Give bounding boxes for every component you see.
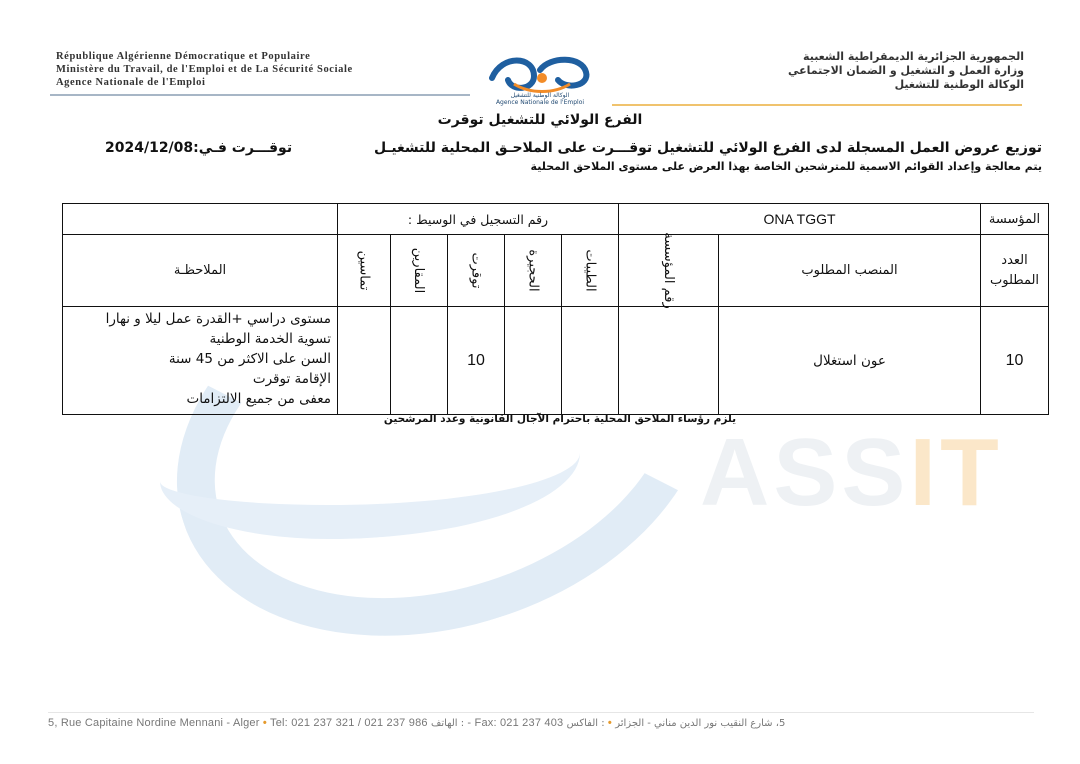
footer-bullet-icon: •	[262, 717, 267, 729]
col-megarine: المقارين	[391, 235, 448, 307]
cell-required-count: 10	[981, 307, 1049, 415]
header-ar-line-2: وزارة العمل و التشغيل و الضمان الاجتماعي	[788, 64, 1024, 77]
cell-position: عون استغلال	[719, 307, 981, 415]
note-line: الإقامة توقرت	[252, 371, 331, 387]
cell-touggourt: 10	[448, 307, 505, 415]
table-row	[63, 307, 1049, 415]
note-line: السن على الاكثر من 45 سنة	[168, 351, 331, 367]
establishment-label: المؤسسة	[981, 204, 1049, 235]
footer-fax: - Fax: 021 237 403	[467, 717, 564, 729]
note-line: مستوى دراسي +القدرة عمل ليلا و نهارا	[105, 311, 331, 327]
footer-divider	[48, 712, 1034, 713]
header-ar-line-1: الجمهورية الجزائرية الديمقراطية الشعبية	[803, 50, 1024, 63]
col-touggourt: توقرت	[448, 235, 505, 307]
footer	[48, 717, 1034, 729]
header-divider-right	[612, 104, 1022, 106]
col-establishment-no: رقم المؤسسة	[619, 235, 719, 307]
table-header-row	[63, 235, 1049, 307]
col-taibat: الطيبات	[562, 235, 619, 307]
note-line: معفى من جميع الالتزامات	[186, 391, 331, 407]
note-line: تسوية الخدمة الوطنية	[209, 331, 331, 347]
cell-establishment-no	[619, 307, 719, 415]
col-temacine: تماسين	[338, 235, 391, 307]
cell-notes	[63, 307, 338, 415]
footer-bullet-icon: •	[607, 717, 612, 729]
footer-fax-ar: : الفاكس	[566, 718, 605, 729]
table-establishment-row	[63, 204, 1049, 235]
empty-cell	[63, 204, 338, 235]
header-divider-left	[50, 94, 470, 96]
distribution-date: توقـــرت فـي:2024/12/08	[105, 140, 293, 156]
col-required-count: العدد المطلوب	[981, 235, 1049, 307]
footer-address-ar: 5، شارع النقيب نور الدين مناني - الجزائر	[615, 718, 786, 729]
cell-temacine	[338, 307, 391, 415]
footer-tel: Tel: 021 237 321 / 021 237 986	[270, 717, 428, 729]
distribution-title: توزيع عروض العمل المسجلة لدى الفرع الولائي للتشغيل توقـــرت على الملاحـق المحلية للتشغيـل	[374, 140, 1042, 156]
job-offers-table	[62, 203, 1049, 415]
header-fr-line-2: Ministère du Travail, de l'Emploi et de La Sécurité Sociale	[56, 64, 353, 75]
footer-address-fr: 5, Rue Capitaine Nordine Mennani - Alger	[48, 717, 260, 729]
distribution-subtitle: يتم معالجة وإعداد القوائم الاسمية للمترشحين الخاصة بهذا العرض على مستوى الملاحق المحلية	[530, 160, 1042, 173]
establishment-value: ONA TGGT	[619, 204, 981, 235]
footnote: يلزم رؤساء الملاحق المحلية باحترام الآجال القانونية وعدد المرشحين	[383, 413, 737, 425]
cell-megarine	[391, 307, 448, 415]
branch-title: الفرع الولائي للتشغيل توقرت	[437, 112, 643, 128]
cell-hajira	[505, 307, 562, 415]
footer-tel-ar: : الهاتف	[430, 718, 465, 729]
col-hajira: الحجيرة	[505, 235, 562, 307]
header-ar-line-3: الوكالة الوطنية للتشغيل	[894, 78, 1024, 91]
registration-label: رقم التسجيل في الوسيط :	[338, 204, 619, 235]
header-fr-line-1: République Algérienne Démocratique et Populaire	[56, 51, 311, 62]
cell-taibat	[562, 307, 619, 415]
header-arabic	[624, 50, 1024, 92]
header-french	[56, 50, 456, 89]
watermark-logo: ASSIT	[700, 419, 1003, 526]
col-position: المنصب المطلوب	[719, 235, 981, 307]
logo-caption: الوكالة الوطنية للتشغيل Agence Nationale de l'Emploi	[495, 92, 585, 106]
header-fr-line-3: Agence Nationale de l'Emploi	[56, 77, 206, 88]
col-notes: الملاحظـة	[63, 235, 338, 307]
